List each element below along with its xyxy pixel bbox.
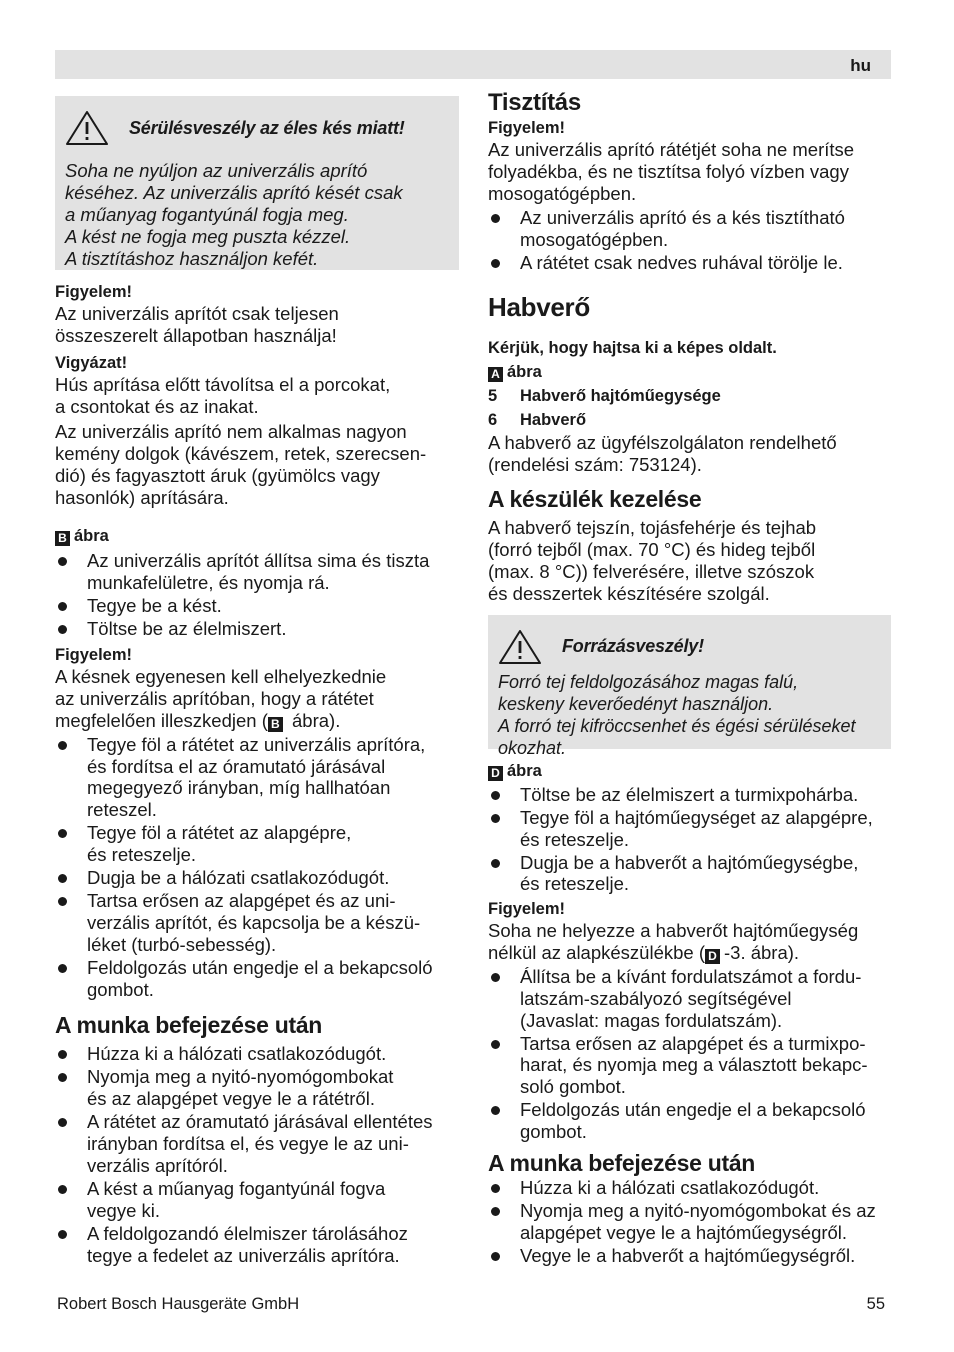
figure-tag: B xyxy=(268,717,283,732)
warning-box-blade xyxy=(55,96,459,270)
bullet-icon xyxy=(58,1230,67,1239)
list-item: Dugja be a hálózati csatlakozódugót. xyxy=(55,867,459,889)
list-item: A feldolgozandó élelmiszer tárolásához tegye a fedelet az univerzális aprítóra. xyxy=(55,1223,459,1266)
note-line: nélkül az alapkészülékbe ( D -3. ábra). xyxy=(488,942,800,964)
bullet-icon xyxy=(491,1184,500,1193)
bullet-list xyxy=(488,784,891,896)
bullet-icon xyxy=(58,1118,67,1127)
order-line: (rendelési szám: 753124). xyxy=(488,453,702,475)
section-heading-operation: A készülék kezelése xyxy=(488,485,702,512)
bullet-icon xyxy=(58,557,67,566)
order-line: A habverő az ügyfélszolgálaton rendelhető xyxy=(488,431,837,453)
warning-triangle-icon xyxy=(498,629,542,665)
list-item: Az univerzális aprító és a kés tisztítható mosogatógépben. xyxy=(488,207,891,250)
bullet-list xyxy=(55,1043,459,1266)
list-item: Töltse be az élelmiszert a turmixpohárba. xyxy=(488,784,891,806)
bullet-icon xyxy=(58,964,67,973)
list-item: A kést a műanyag fogantyúnál fogva vegye ki. xyxy=(55,1178,459,1221)
figure-tag: A xyxy=(488,367,503,382)
paragraph-unsuitable xyxy=(55,421,459,509)
bullet-icon xyxy=(58,741,67,750)
figure-tag: D xyxy=(488,766,503,781)
right-column xyxy=(488,88,891,1268)
paragraph-line: dió) és fagyasztott áruk (gyümölcs vagy xyxy=(55,465,380,486)
operation-line: és desszertek készítésére szolgál. xyxy=(488,582,770,604)
note-label: Figyelem! xyxy=(55,283,133,301)
bullet-icon xyxy=(58,1050,67,1059)
bullet-icon xyxy=(491,1252,500,1261)
list-item: Tartsa erősen az alapgépet és a turmixpo- harat, és nyomja meg a választott bekapc- soló gombot. xyxy=(488,1033,891,1098)
paragraph-line: kemény dolgok (kávészem, retek, szerecsen- xyxy=(55,443,427,464)
cleaning-line: mosogatógépben. xyxy=(488,183,637,204)
list-item: Feldolgozás után engedje el a bekapcsoló gombot. xyxy=(488,1099,891,1142)
list-item: Húzza ki a hálózati csatlakozódugót. xyxy=(55,1043,459,1065)
bullet-icon xyxy=(58,897,67,906)
bullet-list xyxy=(55,550,459,640)
figure-label: ábra xyxy=(507,362,542,381)
bullet-icon xyxy=(491,1207,500,1216)
note-label: Figyelem! xyxy=(488,119,566,137)
note-without-drive xyxy=(488,899,891,964)
footer-company: Robert Bosch Hausgeräte GmbH xyxy=(57,1295,300,1313)
caution-meat xyxy=(55,353,459,418)
list-item: Tegye be a kést. xyxy=(55,595,459,617)
figure-ref-a xyxy=(488,360,891,384)
bullet-icon xyxy=(491,973,500,982)
note-line: összeszerelt állapotban használja! xyxy=(55,325,337,346)
bullet-icon xyxy=(491,791,500,800)
figure-tag: B xyxy=(55,531,70,546)
note-line: Soha ne helyezze a habverőt hajtóműegység xyxy=(488,920,859,942)
list-item: Tegye föl a rátétet az alapgépre, és reteszelje. xyxy=(55,822,459,865)
warning-line: a műanyag fogantyúnál fogja meg. xyxy=(65,204,349,225)
list-item: Nyomja meg a nyitó-nyomógombokat és az alapgépet vegye le a rátétről. xyxy=(55,1066,459,1109)
list-item: Tegye föl a rátétet az univerzális aprítóra, és fordítsa el az óramutató járásával megegyező irányban, míg hallhatóan reteszel. xyxy=(55,734,459,821)
language-code: hu xyxy=(850,56,871,75)
paragraph-line: hasonlók) aprítására. xyxy=(55,487,229,508)
warning-line: keskeny keverőedényt használjon. xyxy=(498,693,774,714)
figure-label: ábra xyxy=(74,527,109,545)
note-label: Figyelem! xyxy=(488,900,566,919)
operation-line: (forró tejből (max. 70 °C) és hideg tejből xyxy=(488,538,816,560)
caution-line: Hús aprítása előtt távolítsa el a porcokat, xyxy=(55,374,391,395)
warning-line: késéhez. Az univerzális aprító kését csak xyxy=(65,182,403,203)
bullet-icon xyxy=(58,1185,67,1194)
figure-label: ábra xyxy=(507,761,542,780)
section-heading-whisk: Habverő xyxy=(488,291,590,322)
header-bar xyxy=(55,50,891,79)
section-heading-after-work: A munka befejezése után xyxy=(55,1012,323,1039)
operation-line: A habverő tejszín, tojásfehérje és tejhab xyxy=(488,516,817,538)
note-line: az univerzális aprítóban, hogy a rátétet xyxy=(55,687,374,709)
bullet-list xyxy=(488,1177,891,1267)
list-item: A rátétet az óramutató járásával ellentétes irányban fordítsa el, és vegye le az uni- verzális aprítóról. xyxy=(55,1111,459,1176)
bullet-icon xyxy=(491,859,500,868)
bullet-list xyxy=(488,966,891,1143)
note-label: Figyelem! xyxy=(55,645,133,664)
bullet-icon xyxy=(491,259,500,268)
list-item: Töltse be az élelmiszert. xyxy=(55,618,459,640)
list-item: Vegye le a habverőt a hajtóműegységről. xyxy=(488,1245,891,1267)
list-item: Dugja be a habverőt a hajtóműegységbe, és reteszelje. xyxy=(488,852,891,895)
warning-line: Forró tej feldolgozásához magas falú, xyxy=(498,671,799,692)
caution-line: a csontokat és az inakat. xyxy=(55,396,259,417)
bullet-icon xyxy=(491,214,500,223)
list-item: Állítsa be a kívánt fordulatszámot a fordu- latszám-szabályozó segítségével (Javaslat: magas fordulatszám). xyxy=(488,966,891,1031)
list-item: Nyomja meg a nyitó-nyomógombokat és az alapgépet vegye le a hajtóműegységről. xyxy=(488,1200,891,1243)
parts-item: 6 Habverő xyxy=(488,410,587,429)
warning-text xyxy=(65,160,449,270)
footer-page-number: 55 xyxy=(866,1295,885,1313)
note-line: Az univerzális aprítót csak teljesen xyxy=(55,303,339,324)
note-assembled xyxy=(55,282,459,347)
fold-out-note: Kérjük, hogy hajtsa ki a képes oldalt. xyxy=(488,338,777,357)
note-line: megfelelően illeszkedjen ( B ábra). xyxy=(55,709,341,731)
warning-title: Sérülésveszély az éles kés miatt! xyxy=(129,117,405,138)
section-heading-cleaning: Tisztítás xyxy=(488,89,581,116)
list-item: A rátétet csak nedves ruhával törölje le. xyxy=(488,252,891,274)
bullet-list xyxy=(488,207,891,274)
figure-ref-d xyxy=(488,761,891,782)
list-item: Tegye föl a hajtóműegységet az alapgépre, és reteszelje. xyxy=(488,807,891,850)
caution-label: Vigyázat! xyxy=(55,354,128,372)
left-column xyxy=(55,96,459,1268)
bullet-list xyxy=(55,734,459,1000)
note-line: A késnek egyenesen kell elhelyezkednie xyxy=(55,665,387,687)
warning-text xyxy=(498,671,881,759)
bullet-icon xyxy=(58,625,67,634)
warning-line: Soha ne nyúljon az univerzális aprító xyxy=(65,160,368,181)
warning-line: A kést ne fogja meg puszta kézzel. xyxy=(65,226,351,247)
list-item: Tartsa erősen az alapgépet és az uni- verzális aprítót, és kapcsolja be a készü- léket (turbó-sebesség). xyxy=(55,890,459,955)
warning-triangle-icon xyxy=(65,110,109,146)
operation-line: (max. 8 °C)) felverésére, illetve szószok xyxy=(488,560,815,582)
warning-line: A tisztításhoz használjon kefét. xyxy=(65,248,319,269)
section-heading-after-work: A munka befejezése után xyxy=(488,1149,756,1176)
bullet-icon xyxy=(491,814,500,823)
cleaning-line: folyadékba, és ne tisztítsa folyó vízben vagy xyxy=(488,161,849,182)
bullet-icon xyxy=(491,1106,500,1115)
warning-line: A forró tej kifröccsenhet és égési sérüléseket xyxy=(498,715,856,736)
parts-item: 5 Habverő hajtóműegysége xyxy=(488,386,721,405)
figure-tag: D xyxy=(705,949,720,964)
list-item: Az univerzális aprítót állítsa sima és tiszta munkafelületre, és nyomja rá. xyxy=(55,550,459,593)
bullet-icon xyxy=(491,1040,500,1049)
cleaning-line: Az univerzális aprító rátétjét soha ne merítse xyxy=(488,139,855,160)
list-item: Feldolgozás után engedje el a bekapcsoló gombot. xyxy=(55,957,459,1000)
figure-ref-b xyxy=(55,526,459,547)
list-item: Húzza ki a hálózati csatlakozódugót. xyxy=(488,1177,891,1199)
bullet-icon xyxy=(58,1073,67,1082)
warning-title: Forrázásveszély! xyxy=(562,636,704,657)
warning-box-scald xyxy=(488,615,891,758)
note-blade-position xyxy=(55,645,459,732)
bullet-icon xyxy=(58,602,67,611)
bullet-icon xyxy=(58,874,67,883)
paragraph-line: Az univerzális aprító nem alkalmas nagyon xyxy=(55,421,407,442)
warning-line: okozhat. xyxy=(498,737,567,758)
bullet-icon xyxy=(58,829,67,838)
